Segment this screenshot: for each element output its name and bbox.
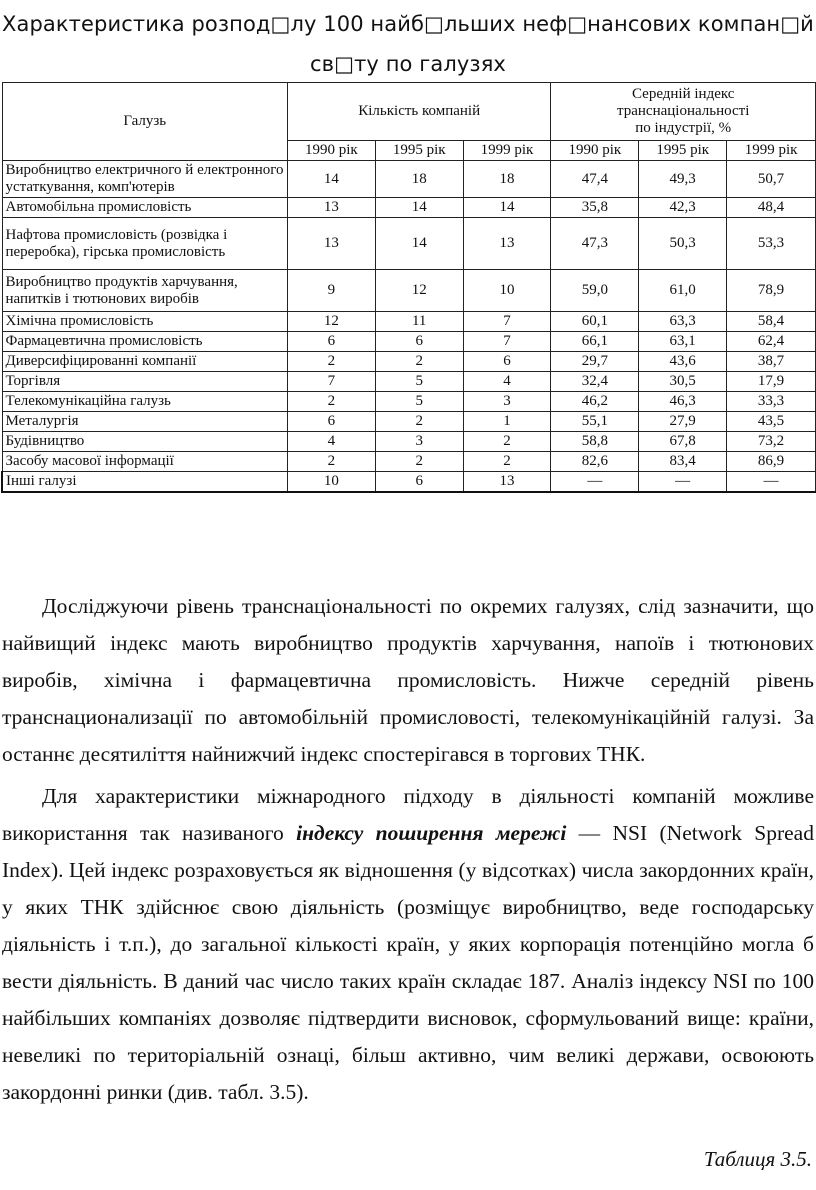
cell-value: 61,0 <box>639 270 727 312</box>
cell-value: 83,4 <box>639 452 727 472</box>
row-industry-name: Нафтова промисловість (розвідка і переробка), гірська промисловість <box>2 218 287 270</box>
page-title <box>0 0 816 84</box>
cell-value: — <box>727 472 816 493</box>
cell-value: 30,5 <box>639 372 727 392</box>
cell-value: 1 <box>463 412 551 432</box>
cell-value: 5 <box>375 392 463 412</box>
cell-value: 67,8 <box>639 432 727 452</box>
header-year: 1990 рік <box>287 141 375 161</box>
cell-value: 2 <box>375 452 463 472</box>
header-year: 1995 рік <box>639 141 727 161</box>
cell-value: 13 <box>463 218 551 270</box>
emphasized-term: індексу поширення мережі <box>296 821 567 845</box>
paragraph-text: — NSI (Network Spread Index). Цей індекс розраховується як відношення (у відсотках) числа закордонних країн, у яких ТНК здійснює свою діяльність (розміщує виробництво, веде господарську діяльність і т.п.), до загальної кількості країн, у яких корпорація потенційно могла б вести діяльність. В даний час число таких країн складає 187. Аналіз індексу NSI по 100 найбільших компаніях дозволяє підтвердити висновок, сформульований вище: країни, невеликі по територіальній ознаці, більш активно, чим великі держави, освоюють закордонні ринки (див. табл. 3.5). <box>2 821 814 1104</box>
cell-value: 6 <box>375 472 463 493</box>
cell-value: 62,4 <box>727 332 816 352</box>
body-text <box>2 588 814 1116</box>
cell-value: 6 <box>375 332 463 352</box>
header-year: 1999 рік <box>727 141 816 161</box>
cell-value: 55,1 <box>551 412 639 432</box>
cell-value: 50,7 <box>727 161 816 198</box>
paragraph: Досліджуючи рівень транснаціональності по окремих галузях, слід зазначити, що найвищий індекс мають виробництво продуктів харчування, напоїв і тютюнових виробів, хімічна і фармацевтична промисловість. Нижче середній рівень транснационализації по автомобільній промисловості, телекомунікаційній галузі. За останнє десятиліття найнижчий індекс спостерігався в торгових ТНК. <box>2 594 814 766</box>
cell-value: 58,4 <box>727 312 816 332</box>
cell-value: 2 <box>375 412 463 432</box>
header-index-line-3: по індустрії, % <box>635 120 732 136</box>
cell-value: 48,4 <box>727 198 816 218</box>
cell-value: 10 <box>287 472 375 493</box>
table-row <box>2 332 816 352</box>
row-industry-name: Автомобільна промисловість <box>2 198 287 218</box>
cell-value: 6 <box>287 412 375 432</box>
cell-value: 4 <box>463 372 551 392</box>
paragraph-text: Для характеристики міжнародного підходу в діяльності компаній можливе використання так називаного <box>2 784 814 845</box>
cell-value: 5 <box>375 372 463 392</box>
cell-value: 43,5 <box>727 412 816 432</box>
cell-value: 18 <box>463 161 551 198</box>
cell-value: 7 <box>463 332 551 352</box>
cell-value: 14 <box>375 198 463 218</box>
table-row <box>2 161 816 198</box>
cell-value: 14 <box>287 161 375 198</box>
cell-value: 27,9 <box>639 412 727 432</box>
cell-value: 11 <box>375 312 463 332</box>
paragraph <box>2 778 814 1111</box>
cell-value: 42,3 <box>639 198 727 218</box>
cell-value: 3 <box>375 432 463 452</box>
header-index <box>551 83 816 141</box>
row-industry-name: Виробництво продуктів харчування, напитків і тютюнових виробів <box>2 270 287 312</box>
cell-value: 2 <box>287 452 375 472</box>
header-year: 1999 рік <box>463 141 551 161</box>
cell-value: — <box>639 472 727 493</box>
row-industry-name: Будівництво <box>2 432 287 452</box>
table-row <box>2 312 816 332</box>
cell-value: 33,3 <box>727 392 816 412</box>
cell-value: 38,7 <box>727 352 816 372</box>
header-index-line-1: Середній індекс <box>631 86 735 102</box>
cell-value: 73,2 <box>727 432 816 452</box>
row-industry-name: Торгівля <box>2 372 287 392</box>
cell-value: 59,0 <box>551 270 639 312</box>
cell-value: 7 <box>287 372 375 392</box>
table-row <box>2 218 816 270</box>
cell-value: 9 <box>287 270 375 312</box>
table-row <box>2 270 816 312</box>
header-index-line-2: транснаціональності <box>617 103 750 119</box>
table-row <box>2 372 816 392</box>
cell-value: 47,4 <box>551 161 639 198</box>
cell-value: 6 <box>463 352 551 372</box>
table-row <box>2 352 816 372</box>
row-industry-name: Металургія <box>2 412 287 432</box>
cell-value: 63,3 <box>639 312 727 332</box>
cell-value: 50,3 <box>639 218 727 270</box>
cell-value: 13 <box>287 218 375 270</box>
table-row <box>2 412 816 432</box>
cell-value: 78,9 <box>727 270 816 312</box>
cell-value: 4 <box>287 432 375 452</box>
cell-value: 2 <box>463 452 551 472</box>
header-year: 1990 рік <box>551 141 639 161</box>
cell-value: 6 <box>287 332 375 352</box>
cell-value: 3 <box>463 392 551 412</box>
title-line-1: Характеристика розпод□лу 100 найб□льших неф□нансових компан□й <box>2 12 814 36</box>
industry-table <box>1 82 816 493</box>
cell-value: 46,3 <box>639 392 727 412</box>
cell-value: 29,7 <box>551 352 639 372</box>
cell-value: 47,3 <box>551 218 639 270</box>
header-industry: Галузь <box>2 83 287 161</box>
table-row <box>2 472 816 493</box>
cell-value: 14 <box>463 198 551 218</box>
cell-value: 12 <box>375 270 463 312</box>
cell-value: 49,3 <box>639 161 727 198</box>
cell-value: 2 <box>287 392 375 412</box>
cell-value: 63,1 <box>639 332 727 352</box>
row-industry-name: Засобу масової інформації <box>2 452 287 472</box>
header-company-count: Кількість компаній <box>287 83 550 141</box>
row-industry-name: Хімічна промисловість <box>2 312 287 332</box>
table-row <box>2 432 816 452</box>
cell-value: 32,4 <box>551 372 639 392</box>
row-industry-name: Диверсифіцированні компанії <box>2 352 287 372</box>
cell-value: 18 <box>375 161 463 198</box>
cell-value: 2 <box>375 352 463 372</box>
cell-value: 60,1 <box>551 312 639 332</box>
cell-value: 2 <box>463 432 551 452</box>
row-industry-name: Телекомунікаційна галузь <box>2 392 287 412</box>
cell-value: 82,6 <box>551 452 639 472</box>
cell-value: 12 <box>287 312 375 332</box>
cell-value: 35,8 <box>551 198 639 218</box>
table-row <box>2 392 816 412</box>
row-industry-name: Інші галузі <box>2 472 287 493</box>
cell-value: — <box>551 472 639 493</box>
cell-value: 7 <box>463 312 551 332</box>
cell-value: 14 <box>375 218 463 270</box>
cell-value: 17,9 <box>727 372 816 392</box>
table-caption: Таблиця 3.5. <box>703 1147 812 1171</box>
table-row <box>2 452 816 472</box>
cell-value: 2 <box>287 352 375 372</box>
cell-value: 58,8 <box>551 432 639 452</box>
cell-value: 43,6 <box>639 352 727 372</box>
row-industry-name: Фармацевтична промисловість <box>2 332 287 352</box>
cell-value: 13 <box>287 198 375 218</box>
table-row <box>2 198 816 218</box>
row-industry-name: Виробництво електричного й електронного устаткування, комп'ютерів <box>2 161 287 198</box>
cell-value: 53,3 <box>727 218 816 270</box>
cell-value: 10 <box>463 270 551 312</box>
cell-value: 66,1 <box>551 332 639 352</box>
header-year: 1995 рік <box>375 141 463 161</box>
title-line-2: св□ту по галузях <box>310 52 506 76</box>
cell-value: 13 <box>463 472 551 493</box>
cell-value: 86,9 <box>727 452 816 472</box>
cell-value: 46,2 <box>551 392 639 412</box>
